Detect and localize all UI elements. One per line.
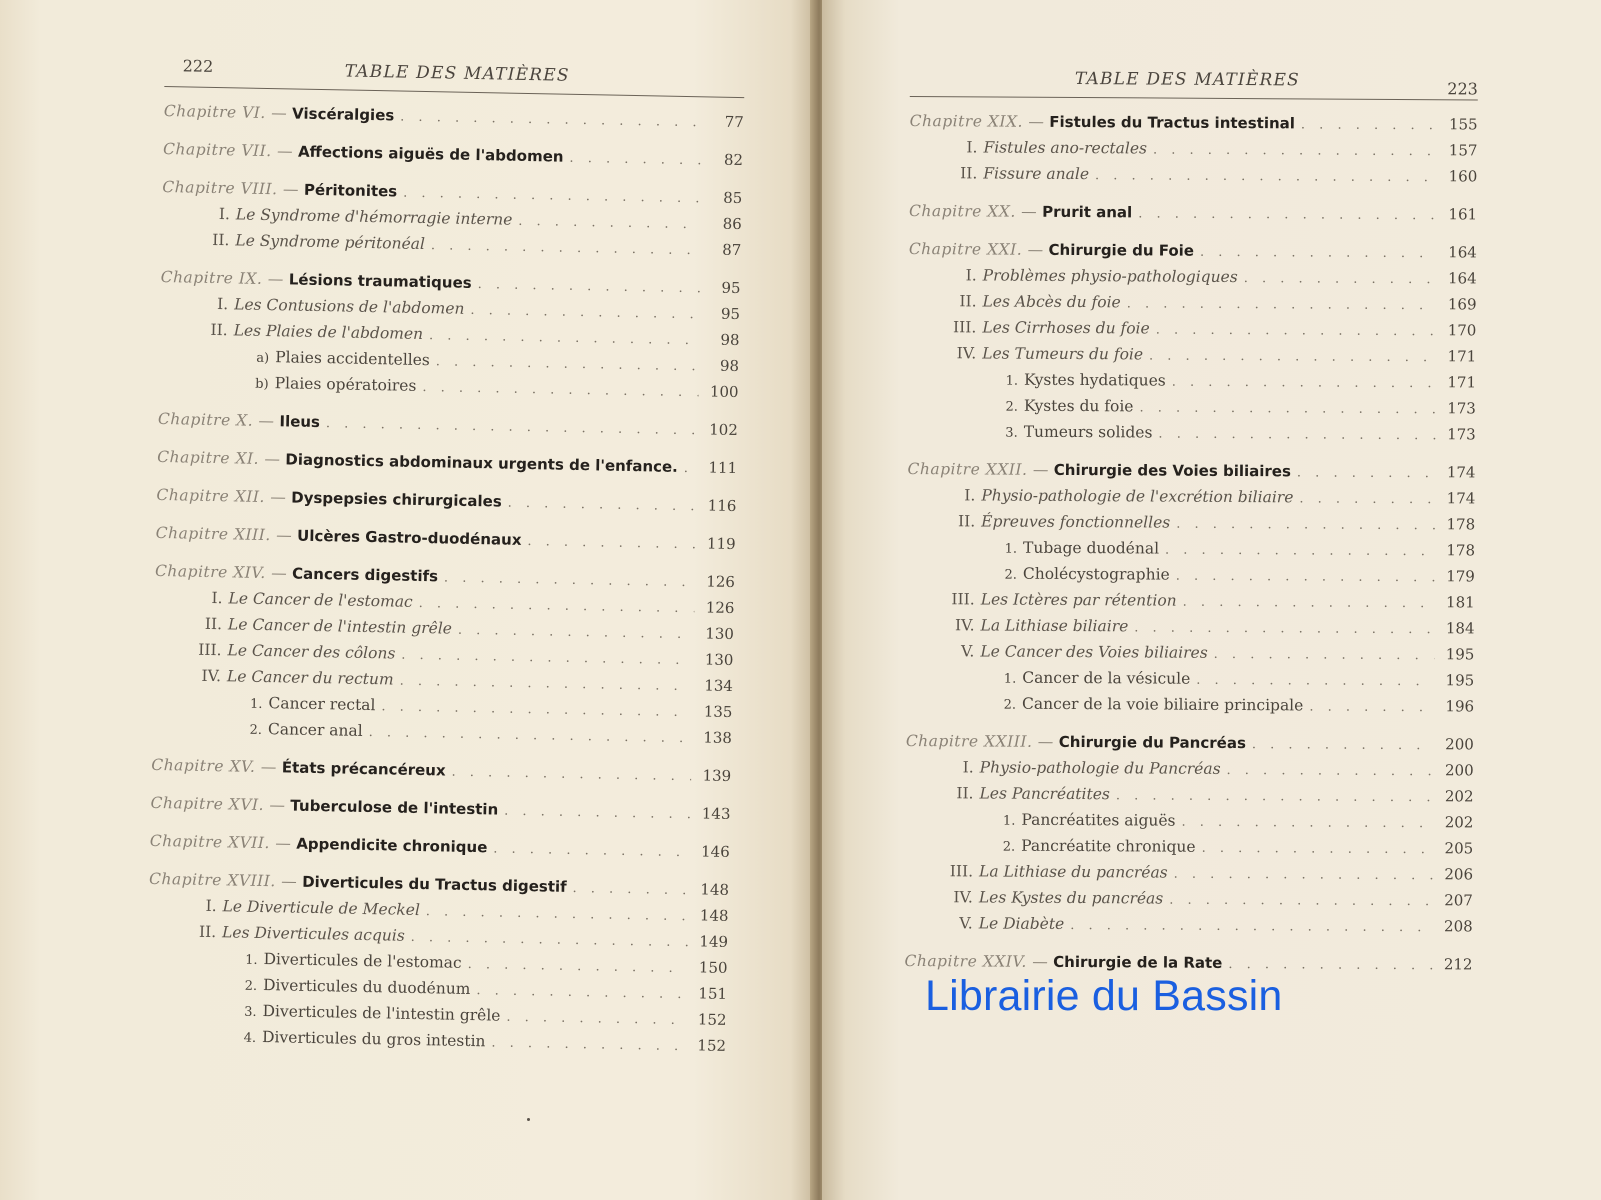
toc-section: I. Problèmes physio-pathologiques . . . 164 — [951, 263, 1477, 292]
page-ref: 150 — [698, 958, 728, 977]
toc-section: II. Les Plaies de l'abdomen . . . 98 — [201, 318, 739, 354]
page-ref: 146 — [700, 842, 730, 861]
toc-chapter: Chapitre XII. — Dyspepsies chirurgicales . . . 116 — [156, 483, 736, 520]
toc-subsection: 1. Tubage duodénal . . . 178 — [995, 536, 1475, 565]
page-ref: 100 — [709, 382, 739, 402]
page-ref: 130 — [704, 650, 734, 670]
toc-chapter: Chapitre XXIII. — Chirurgie du Pancréas . . . 200 — [906, 729, 1474, 758]
page-ref: 111 — [708, 458, 738, 478]
page-ref: 138 — [703, 728, 733, 748]
toc-section: I. Les Contusions de l'abdomen . . . 95 — [202, 292, 740, 328]
toc-section: III. Les Ictères par rétention . . . 181 — [949, 587, 1475, 616]
page-ref: 85 — [723, 188, 743, 208]
page-ref: 160 — [1448, 167, 1478, 186]
page-ref: 157 — [1448, 141, 1478, 160]
toc-chapter: Chapitre IX. — Lésions traumatiques . . . 95 — [160, 265, 740, 302]
page-ref: 161 — [1448, 205, 1478, 224]
toc-section: II. Le Syndrome péritonéal . . . 87 — [203, 228, 741, 264]
toc-subsection: 1. Cancer de la vésicule . . . 195 — [994, 666, 1474, 695]
page-ref: 102 — [709, 420, 739, 440]
toc-chapter: Chapitre VII. — Affections aiguës de l'abdomen . . . 82 — [163, 137, 743, 174]
toc-section: I. Physio-pathologie du Pancréas . . . 200 — [948, 755, 1474, 784]
page-ref: 212 — [1443, 955, 1473, 974]
toc-section: I. Physio-pathologie de l'excrétion biliaire . . . 174 — [949, 483, 1475, 512]
page-ref: 164 — [1448, 243, 1477, 262]
toc-subsection: 1. Diverticules de l'estomac . . . 150 — [235, 947, 727, 982]
page-ref: 173 — [1447, 425, 1476, 444]
page-ref: 179 — [1446, 567, 1475, 586]
page-ref: 196 — [1445, 697, 1475, 716]
toc-chapter: Chapitre XXII. — Chirurgie des Voies biliaires . . . 174 — [907, 457, 1475, 486]
toc-section: II. Le Cancer de l'intestin grêle . . . 130 — [196, 612, 734, 648]
page-ref: 202 — [1444, 787, 1474, 806]
toc-section: II. Les Abcès du foie . . . 169 — [950, 289, 1476, 318]
watermark-text: Librairie du Bassin — [925, 972, 1283, 1020]
toc-subsection: 2. Kystes du foie . . . 173 — [996, 394, 1476, 423]
page-ref: 135 — [703, 702, 733, 722]
toc-subsection: 1. Kystes hydatiques . . . 171 — [996, 368, 1476, 397]
page-ref: 195 — [1445, 645, 1475, 664]
page-ref: 206 — [1444, 865, 1474, 884]
page-ref: 155 — [1448, 115, 1478, 134]
page-ref: 126 — [705, 598, 735, 618]
toc-section: I. Le Cancer de l'estomac . . . 126 — [196, 586, 734, 622]
left-toc — [146, 52, 745, 1060]
toc-chapter: Chapitre XVII. — Appendicite chronique . . . 146 — [150, 829, 730, 866]
page-ref: 95 — [720, 304, 741, 324]
toc-section: V. Le Cancer des Voies biliaires . . . 195 — [948, 639, 1474, 668]
page-ref: 207 — [1444, 891, 1473, 910]
toc-section: I. Le Diverticule de Meckel . . . 148 — [190, 894, 728, 930]
toc-subsection: b) Plaies opératoires . . . 100 — [246, 371, 738, 406]
toc-section: IV. La Lithiase biliaire . . . 184 — [948, 613, 1474, 642]
toc-chapter: Chapitre XIX. — Fistules du Tractus intestinal . . . 155 — [910, 109, 1478, 138]
toc-subsection: a) Plaies accidentelles . . . 98 — [247, 345, 739, 380]
page-ref: 178 — [1446, 541, 1476, 560]
toc-subsection: 2. Cholécystographie . . . 179 — [995, 562, 1475, 591]
toc-chapter: Chapitre XIV. — Cancers digestifs . . . 126 — [155, 559, 735, 596]
page-ref: 174 — [1446, 463, 1476, 482]
toc-section: II. Fissure anale . . . 160 — [951, 161, 1477, 190]
page-ref: 82 — [723, 150, 744, 170]
toc-subsection: 4. Diverticules du gros intestin . . . 152 — [234, 1025, 726, 1060]
page-ref: 126 — [706, 572, 736, 592]
page-ref: 208 — [1444, 917, 1473, 936]
page-number: 222 — [182, 56, 214, 76]
toc-section: III. La Lithiase du pancréas . . . 206 — [947, 859, 1473, 888]
page-ref: 151 — [698, 984, 728, 1003]
page-ref: 152 — [697, 1010, 727, 1029]
toc-chapter: Chapitre VIII. — Péritonites . . . 85 — [162, 175, 742, 212]
page-speck — [527, 1118, 530, 1121]
toc-subsection: 3. Tumeurs solides . . . 173 — [996, 420, 1476, 449]
page-ref: 86 — [722, 214, 742, 234]
page-ref: 98 — [719, 356, 740, 376]
toc-chapter: Chapitre XX. — Prurit anal . . . 161 — [909, 199, 1477, 228]
page-ref: 200 — [1445, 735, 1474, 754]
toc-section: IV. Les Tumeurs du foie . . . 171 — [950, 341, 1476, 370]
page-ref: 170 — [1447, 321, 1477, 340]
page-ref: 148 — [699, 906, 729, 925]
toc-subsection: 2. Cancer anal . . . 138 — [240, 717, 732, 752]
toc-chapter: Chapitre XXI. — Chirurgie du Foie . . . 164 — [909, 237, 1477, 266]
page-title: TABLE DES MATIÈRES — [344, 61, 570, 86]
toc-section: IV. Le Cancer du rectum . . . 134 — [195, 664, 733, 700]
page-ref: 200 — [1444, 761, 1474, 780]
toc-section: IV. Les Kystes du pancréas . . . 207 — [947, 885, 1473, 914]
page-ref: 149 — [699, 932, 729, 951]
page-ref: 181 — [1446, 593, 1475, 612]
toc-section: V. Le Diabète . . . 208 — [947, 911, 1473, 940]
page-title: TABLE DES MATIÈRES — [1074, 69, 1301, 91]
page-ref: 171 — [1447, 373, 1477, 392]
page-ref: 77 — [724, 112, 744, 132]
page-ref: 116 — [707, 496, 737, 516]
toc-section: I. Le Syndrome d'hémorragie interne . . . 86 — [204, 202, 742, 238]
page-ref: 143 — [701, 804, 731, 823]
page-ref: 139 — [702, 766, 732, 786]
page-ref: 95 — [721, 278, 741, 298]
toc-chapter: Chapitre VI. — Viscéralgies . . . 77 — [164, 99, 744, 136]
page-ref: 195 — [1445, 671, 1475, 690]
toc-section: II. Les Pancréatites . . . 202 — [947, 781, 1473, 810]
toc-chapter: Chapitre X. — Ileus . . . 102 — [158, 407, 738, 444]
toc-chapter: Chapitre XVI. — Tuberculose de l'intestin . . . 143 — [150, 791, 730, 828]
toc-subsection: 1. Cancer rectal . . . 135 — [240, 691, 732, 726]
toc-subsection: 1. Pancréatites aiguës . . . 202 — [993, 808, 1473, 837]
toc-chapter: Chapitre XI. — Diagnostics abdominaux urgents de l'enfance. . . . 111 — [157, 445, 737, 482]
toc-section: II. Épreuves fonctionnelles . . . 178 — [949, 509, 1475, 538]
right-toc — [904, 62, 1478, 978]
page-ref: 164 — [1447, 269, 1477, 288]
page-ref: 87 — [722, 240, 742, 260]
right-header — [910, 62, 1478, 99]
page-ref: 119 — [706, 534, 736, 554]
page-ref: 169 — [1447, 295, 1477, 314]
toc-subsection: 3. Diverticules de l'intestin grêle . . . 152 — [234, 999, 726, 1034]
page-number: 223 — [1447, 79, 1478, 99]
toc-chapter: Chapitre XIII. — Ulcères Gastro-duodénaux . . . 119 — [155, 521, 735, 558]
page-ref: 130 — [705, 624, 735, 644]
toc-subsection: 2. Pancréatite chronique . . . 205 — [993, 834, 1473, 863]
toc-subsection: 2. Cancer de la voie biliaire principale . . . 196 — [994, 692, 1474, 721]
toc-chapter: Chapitre XVIII. — Diverticules du Tractus digestif . . . 148 — [149, 867, 729, 904]
page-ref: 178 — [1446, 515, 1476, 534]
toc-subsection: 2. Diverticules du duodénum . . . 151 — [235, 973, 727, 1008]
page-ref: 173 — [1447, 399, 1476, 418]
page-ref: 134 — [704, 676, 734, 696]
toc-section: I. Fistules ano-rectales . . . 157 — [951, 135, 1477, 164]
page-ref: 205 — [1444, 839, 1474, 858]
page-ref: 174 — [1446, 489, 1476, 508]
toc-section: III. Le Cancer des côlons . . . 130 — [195, 638, 733, 674]
page-ref: 148 — [700, 880, 730, 899]
toc-chapter: Chapitre XXIV. — Chirurgie de la Rate . . . 212 — [904, 949, 1472, 978]
page-ref: 184 — [1445, 619, 1475, 638]
page-ref: 171 — [1447, 347, 1477, 366]
toc-chapter: Chapitre XV. — États précancéreux . . . 139 — [151, 753, 731, 790]
page-ref: 98 — [720, 330, 740, 350]
toc-section: II. Les Diverticules acquis . . . 149 — [190, 920, 728, 956]
page-ref: 202 — [1444, 813, 1474, 832]
toc-section: III. Les Cirrhoses du foie . . . 170 — [950, 315, 1476, 344]
page-ref: 152 — [697, 1036, 727, 1055]
